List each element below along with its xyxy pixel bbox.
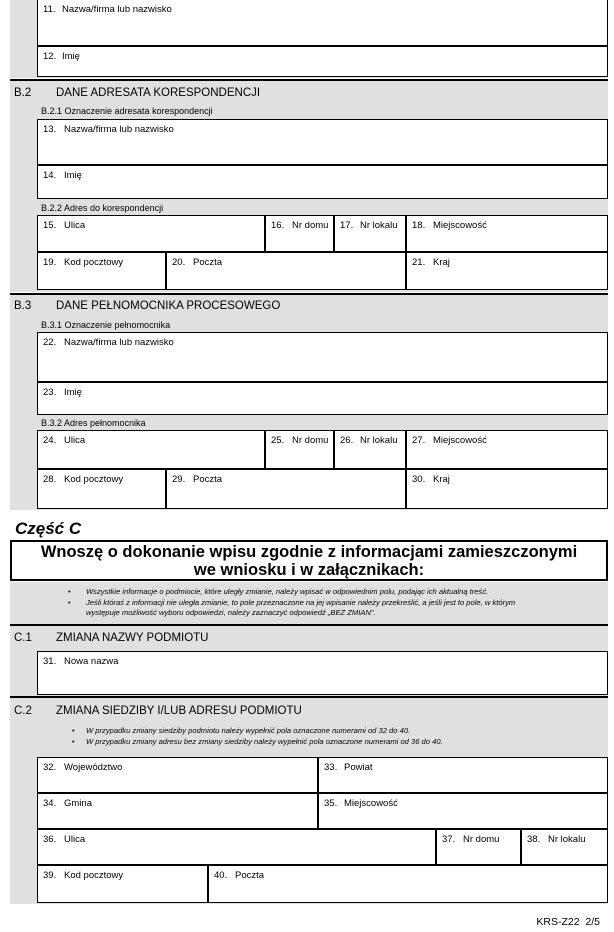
field-40-post-office[interactable]: 40. Poczta xyxy=(208,865,608,903)
field-17-flat-number[interactable]: 17. Nr lokalu xyxy=(334,215,406,252)
field-36-street[interactable]: 36. Ulica xyxy=(37,829,436,865)
field-12-first-name[interactable]: 12. Imię xyxy=(37,46,608,77)
field-15-street[interactable]: 15. Ulica xyxy=(37,215,265,252)
field-23-first-name[interactable]: 23. Imię xyxy=(37,382,608,415)
part-label: Część C xyxy=(15,519,82,538)
field-20-post-office[interactable]: 20. Poczta xyxy=(166,252,406,290)
instruction-text: W przypadku zmiany siedziby podmiotu należy wypełnić pola oznaczone numerami od 32 do 40. xyxy=(86,726,411,735)
field-25-house-number[interactable]: 25. Nr domu xyxy=(265,430,334,469)
field-21-country[interactable]: 21. Kraj xyxy=(406,252,608,290)
field-22-name[interactable]: 22. Nazwa/firma lub nazwisko xyxy=(37,332,608,382)
field-26-flat-number[interactable]: 26. Nr lokalu xyxy=(334,430,406,469)
field-28-postal-code[interactable]: 28. Kod pocztowy xyxy=(37,469,166,509)
field-14-first-name[interactable]: 14. Imię xyxy=(37,165,608,199)
field-35-city[interactable]: 35. Miejscowość xyxy=(318,793,608,829)
field-34-commune[interactable]: 34. Gmina xyxy=(37,793,318,829)
field-29-post-office[interactable]: 29. Poczta xyxy=(166,469,406,509)
section-title: ZMIANA SIEDZIBY I/LUB ADRESU PODMIOTU xyxy=(56,705,302,717)
field-32-voivodeship[interactable]: 32. Województwo xyxy=(37,757,318,793)
field-33-county[interactable]: 33. Powiat xyxy=(318,757,608,793)
field-18-city[interactable]: 18. Miejscowość xyxy=(406,215,608,252)
instruction-text: Wszystkie informacje o podmiocie, które uległy zmianie, należy wpisać w odpowiednim polu, podając ich aktualną treść. xyxy=(86,587,489,596)
part-c-heading: Wnoszę o dokonanie wpisu zgodnie z informacjami zamieszczonymi we wniosku i w załącznikach: xyxy=(40,543,578,579)
section-code: B.2 xyxy=(14,87,32,99)
section-title: DANE ADRESATA KORESPONDENCJI xyxy=(56,87,261,99)
field-16-house-number[interactable]: 16. Nr domu xyxy=(265,215,334,252)
page-footer: KRS-Z22 2/5 xyxy=(536,916,600,928)
field-39-postal-code[interactable]: 39. Kod pocztowy xyxy=(37,865,208,903)
instruction-text: Jeśli któraś z informacji nie uległa zmianie, to pole przeznaczone na jej wpisanie należy przekreślić, a jeśli jest to pole, w którym xyxy=(86,598,516,607)
section-title: ZMIANA NAZWY PODMIOTU xyxy=(56,632,209,644)
field-31-new-name[interactable]: 31. Nowa nazwa xyxy=(37,651,608,695)
section-code: C.2 xyxy=(14,705,32,717)
section-title: DANE PEŁNOMOCNIKA PROCESOWEGO xyxy=(56,300,281,312)
field-19-postal-code[interactable]: 19. Kod pocztowy xyxy=(37,252,166,290)
subsection-title: B.2.1 Oznaczenie adresata korespondencji xyxy=(41,106,213,116)
instruction-text: W przypadku zmiany adresu bez zmiany siedziby należy wypełnić pola oznaczone numerami od 36 do 40. xyxy=(86,737,443,746)
field-37-house-number[interactable]: 37. Nr domu xyxy=(436,829,521,865)
section-code: B.3 xyxy=(14,300,32,312)
field-11-name[interactable]: 11. Nazwa/firma lub nazwisko xyxy=(37,0,608,46)
bullet-icon: • xyxy=(68,587,71,596)
field-27-city[interactable]: 27. Miejscowość xyxy=(406,430,608,469)
field-38-flat-number[interactable]: 38. Nr lokalu xyxy=(521,829,608,865)
subsection-title: B.3.2 Adres pełnomocnika xyxy=(41,418,146,428)
field-24-street[interactable]: 24. Ulica xyxy=(37,430,265,469)
bullet-icon: • xyxy=(72,737,75,746)
bullet-icon: • xyxy=(68,598,71,607)
field-13-name[interactable]: 13. Nazwa/firma lub nazwisko xyxy=(37,119,608,165)
bullet-icon: • xyxy=(72,726,75,735)
section-code: C.1 xyxy=(14,632,32,644)
subsection-title: B.3.1 Oznaczenie pełnomocnika xyxy=(41,320,171,330)
instruction-text: występuje możliwość wyboru odpowiedzi, należy zaznaczyć odpowiedź „BEZ ZMIAN”. xyxy=(86,608,376,617)
subsection-title: B.2.2 Adres do korespondencji xyxy=(41,203,164,213)
field-30-country[interactable]: 30. Kraj xyxy=(406,469,608,509)
